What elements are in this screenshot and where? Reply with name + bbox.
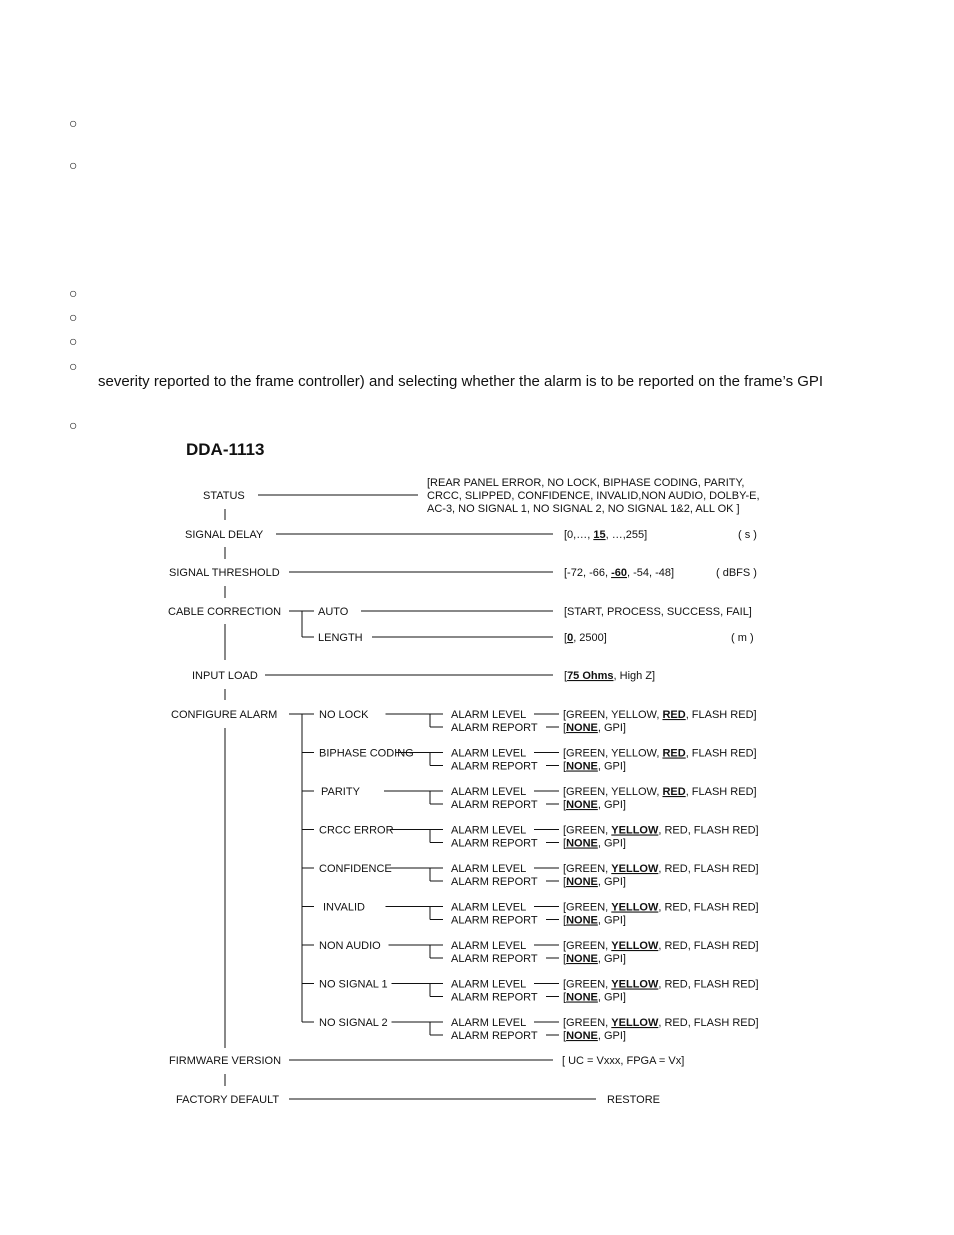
signal-delay-unit: ( s ) bbox=[738, 529, 757, 541]
alarm-level-values: [GREEN, YELLOW, RED, FLASH RED] bbox=[563, 863, 759, 875]
alarm-item-name: PARITY bbox=[321, 786, 360, 798]
menu-signal-threshold: SIGNAL THRESHOLD bbox=[169, 567, 280, 579]
menu-firmware-version: FIRMWARE VERSION bbox=[169, 1055, 282, 1067]
alarm-item-name: CRCC ERROR bbox=[319, 824, 394, 837]
alarm-item-name: INVALID bbox=[323, 901, 365, 914]
alarm-item-name: NO LOCK bbox=[319, 709, 369, 721]
cable-length-values: [0, 2500] bbox=[564, 632, 607, 644]
bullet-1: ○ bbox=[69, 115, 78, 131]
alarm-level-values: [GREEN, YELLOW, RED, FLASH RED] bbox=[563, 709, 757, 721]
bullet-3: ○ bbox=[69, 285, 78, 301]
alarm-level-values: [GREEN, YELLOW, RED, FLASH RED] bbox=[563, 1017, 759, 1029]
alarm-item-name: BIPHASE CODING bbox=[319, 747, 414, 760]
alarm-report-values: [NONE, GPI] bbox=[563, 1030, 626, 1042]
input-load-values: [75 Ohms, High Z] bbox=[564, 670, 656, 682]
alarm-level-label: ALARM LEVEL bbox=[451, 1017, 527, 1029]
factory-default-value: RESTORE bbox=[607, 1094, 660, 1106]
menu-cable-length: LENGTH bbox=[318, 632, 363, 644]
status-values-line-1: [REAR PANEL ERROR, NO LOCK, BIPHASE CODING, PARITY, bbox=[427, 477, 745, 489]
alarm-report-values: [NONE, GPI] bbox=[563, 953, 626, 965]
status-values-line-3: AC-3, NO SIGNAL 1, NO SIGNAL 2, NO SIGNAL 1&2, ALL OK ] bbox=[427, 503, 740, 515]
alarm-report-values: [NONE, GPI] bbox=[563, 799, 626, 811]
alarm-level-label: ALARM LEVEL bbox=[451, 747, 527, 760]
firmware-version-value: [ UC = Vxxx, FPGA = Vx] bbox=[562, 1055, 685, 1067]
alarm-item-name: CONFIDENCE bbox=[319, 863, 392, 875]
body-paragraph: severity reported to the frame controller) and selecting whether the alarm is to be reported on the frame’s GPI bbox=[98, 373, 824, 390]
alarm-report-label: ALARM REPORT bbox=[451, 914, 538, 927]
menu-signal-delay: SIGNAL DELAY bbox=[185, 529, 264, 541]
bullet-5: ○ bbox=[69, 333, 78, 349]
alarm-item-name: NON AUDIO bbox=[319, 940, 381, 952]
alarm-report-values: [NONE, GPI] bbox=[563, 876, 626, 888]
alarm-report-label: ALARM REPORT bbox=[451, 760, 538, 773]
alarm-items bbox=[319, 709, 759, 1042]
menu-status: STATUS bbox=[203, 490, 245, 502]
alarm-report-label: ALARM REPORT bbox=[451, 1030, 538, 1042]
menu-cable-correction: CABLE CORRECTION bbox=[168, 606, 282, 618]
bullet-7: ○ bbox=[69, 417, 78, 433]
alarm-level-values: [GREEN, YELLOW, RED, FLASH RED] bbox=[563, 824, 759, 837]
alarm-level-values: [GREEN, YELLOW, RED, FLASH RED] bbox=[563, 940, 759, 952]
alarm-item-name: NO SIGNAL 1 bbox=[319, 978, 388, 991]
alarm-report-values: [NONE, GPI] bbox=[563, 837, 626, 850]
alarm-report-label: ALARM REPORT bbox=[451, 837, 538, 850]
alarm-level-label: ALARM LEVEL bbox=[451, 786, 527, 798]
alarm-level-values: [GREEN, YELLOW, RED, FLASH RED] bbox=[563, 747, 757, 760]
alarm-level-label: ALARM LEVEL bbox=[451, 824, 527, 837]
alarm-level-values: [GREEN, YELLOW, RED, FLASH RED] bbox=[563, 786, 757, 798]
alarm-report-label: ALARM REPORT bbox=[451, 722, 538, 734]
alarm-report-label: ALARM REPORT bbox=[451, 991, 538, 1004]
alarm-report-values: [NONE, GPI] bbox=[563, 991, 626, 1004]
alarm-report-label: ALARM REPORT bbox=[451, 799, 538, 811]
diagram-title: DDA-1113 bbox=[186, 440, 265, 459]
status-values-line-2: CRCC, SLIPPED, CONFIDENCE, INVALID,NON AUDIO, DOLBY-E, bbox=[427, 490, 760, 502]
signal-threshold-values: [-72, -66, -60, -54, -48] bbox=[564, 567, 675, 579]
alarm-report-values: [NONE, GPI] bbox=[563, 722, 626, 734]
bullet-4: ○ bbox=[69, 309, 78, 325]
alarm-level-values: [GREEN, YELLOW, RED, FLASH RED] bbox=[563, 901, 759, 914]
tree-lines bbox=[225, 495, 596, 1099]
signal-delay-values: [0,…, 15, …,255] bbox=[564, 529, 648, 541]
signal-threshold-unit: ( dBFS ) bbox=[716, 567, 757, 579]
bullet-2: ○ bbox=[69, 157, 78, 173]
alarm-level-values: [GREEN, YELLOW, RED, FLASH RED] bbox=[563, 978, 759, 991]
menu-cable-auto: AUTO bbox=[318, 606, 349, 618]
alarm-level-label: ALARM LEVEL bbox=[451, 901, 527, 914]
menu-input-load: INPUT LOAD bbox=[192, 670, 258, 682]
alarm-level-label: ALARM LEVEL bbox=[451, 940, 527, 952]
alarm-report-label: ALARM REPORT bbox=[451, 876, 538, 888]
cable-length-unit: ( m ) bbox=[731, 632, 754, 644]
menu-factory-default: FACTORY DEFAULT bbox=[176, 1094, 280, 1106]
menu-configure-alarm: CONFIGURE ALARM bbox=[171, 709, 278, 721]
alarm-item-name: NO SIGNAL 2 bbox=[319, 1017, 388, 1029]
bullet-6: ○ bbox=[69, 358, 78, 374]
alarm-report-label: ALARM REPORT bbox=[451, 953, 538, 965]
alarm-level-label: ALARM LEVEL bbox=[451, 863, 527, 875]
cable-auto-values: [START, PROCESS, SUCCESS, FAIL] bbox=[564, 606, 752, 618]
alarm-level-label: ALARM LEVEL bbox=[451, 978, 527, 991]
alarm-report-values: [NONE, GPI] bbox=[563, 914, 626, 927]
alarm-report-values: [NONE, GPI] bbox=[563, 760, 626, 773]
alarm-level-label: ALARM LEVEL bbox=[451, 709, 527, 721]
